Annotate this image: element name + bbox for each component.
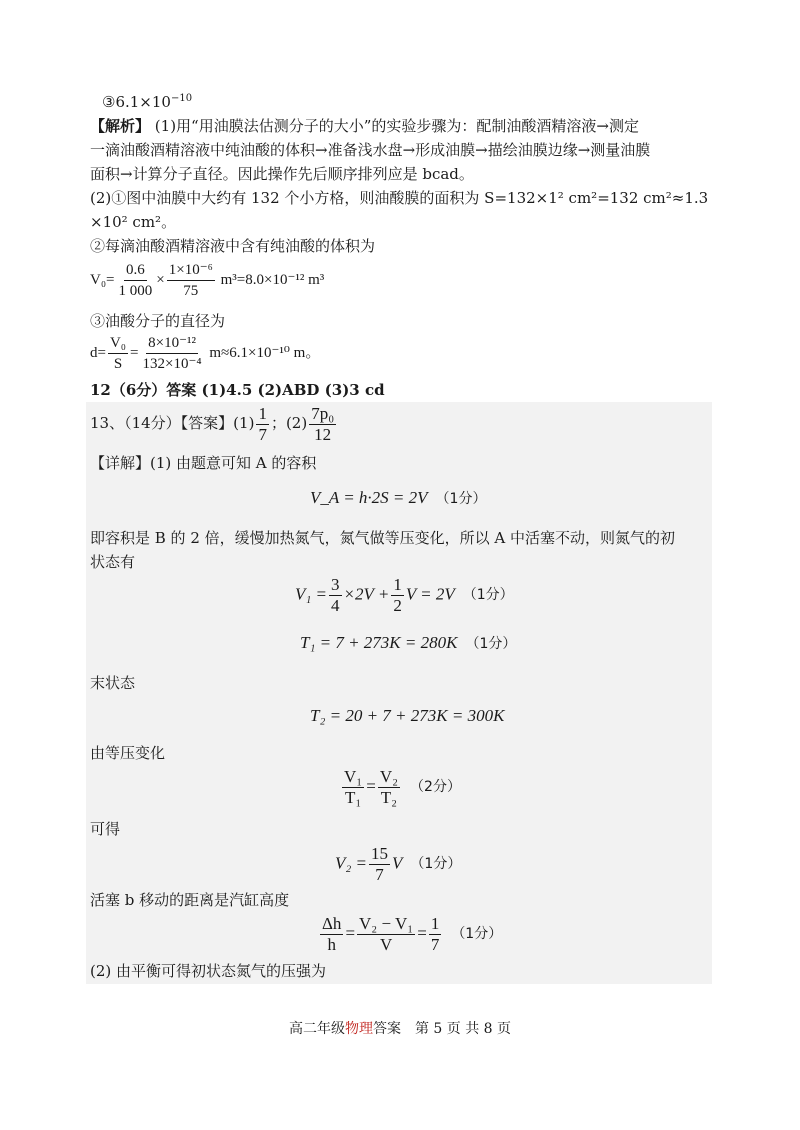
analysis-line-3: 面积→计算分子直径。因此操作先后顺序排列应是 bcad。 — [90, 165, 474, 183]
page-footer: 高二年级物理答案 第 5 页 共 8 页 — [288, 1021, 512, 1037]
va-equation: V_A = h·2S = 2V （1分） — [310, 488, 487, 507]
detail-text-5: 可得 — [90, 820, 121, 838]
footer-subject: 物理 — [344, 1021, 373, 1037]
ratio-equation: $\frac{\text{V₁}}{\text{T₁}}$ = $\frac{\text{V₂}}{\text{T₂}}$ （2分） — [344, 767, 461, 807]
diameter-equation: d= $\frac{\text{V₀}}{S}$ = $\frac{\text{8×10⁻¹²}}{\text{132×10⁻⁴}}$ m≈6.1×10⁻¹⁰ m。 — [90, 335, 321, 372]
detail-text-1: 即容积是 B 的 2 倍，缓慢加热氮气，氮气做等压变化，所以 A 中活塞不动，则氮气的初 — [90, 529, 676, 547]
detail-intro: 【详解】(1) 由题意可知 A 的容积 — [90, 454, 317, 472]
detail-text-7: (2) 由平衡可得初状态氮气的压强为 — [90, 962, 327, 980]
analysis-line-2: 一滴油酸酒精溶液中纯油酸的体积→准备浅水盘→形成油膜→描绘油膜边缘→测量油膜 — [90, 141, 651, 159]
dh-equation: $\frac{\Delta h}{h}$ = $\frac{\text{V₂ − V₁}}{V}$ = $\frac{1}{7}$ （1分） — [322, 914, 503, 954]
t2-equation: T₂ = 20 + 7 + 273K = 300K — [310, 706, 505, 725]
analysis-line-1: 【解析】 (1)用“用油膜法估测分子的大小”的实验步骤为：配制油酸酒精溶液→测定 — [90, 117, 639, 135]
t1-equation: T₁ = 7 + 273K = 280K （1分） — [300, 633, 517, 652]
v2-equation: V₂ = $\frac{15}{7}$ V （1分） — [335, 844, 462, 884]
detail-text-3: 末状态 — [90, 674, 136, 692]
detail-text-4: 由等压变化 — [90, 744, 166, 762]
part2-line-4: ③油酸分子的直径为 — [90, 312, 226, 330]
question-13-answer: 13、（14分）【答案】(1) $\frac{1}{7}$ ；(2) $\frac{\text{7p₀}}{12}$ — [90, 404, 335, 444]
detail-text-2: 状态有 — [90, 553, 136, 571]
part2-line-2: ×10² cm²。 — [90, 213, 177, 231]
question-12-answer: 12（6分）答案 (1)4.5 (2)ABD (3)3 cd — [90, 381, 385, 399]
part2-line-1: (2)①图中油膜中大约有 132 个小方格，则油酸膜的面积为 S=132×1² cm²=132 cm²≈1.3 — [90, 189, 709, 207]
part2-line-3: ②每滴油酸酒精溶液中含有纯油酸的体积为 — [90, 237, 376, 255]
v0-equation: V₀= $\frac{0.6}{1 000}$ × $\frac{\text{1×10⁻⁶}}{75}$ m³=8.0×10⁻¹² m³ — [90, 262, 325, 299]
answer-item-3: $③6.1\times 10^{-10}$ — [102, 93, 193, 111]
detail-text-6: 活塞 b 移动的距离是汽缸高度 — [90, 891, 290, 909]
v1-equation: V₁ = $\frac{3}{4}$ ×2V + $\frac{1}{2}$ V = 2V （1分） — [295, 575, 514, 615]
